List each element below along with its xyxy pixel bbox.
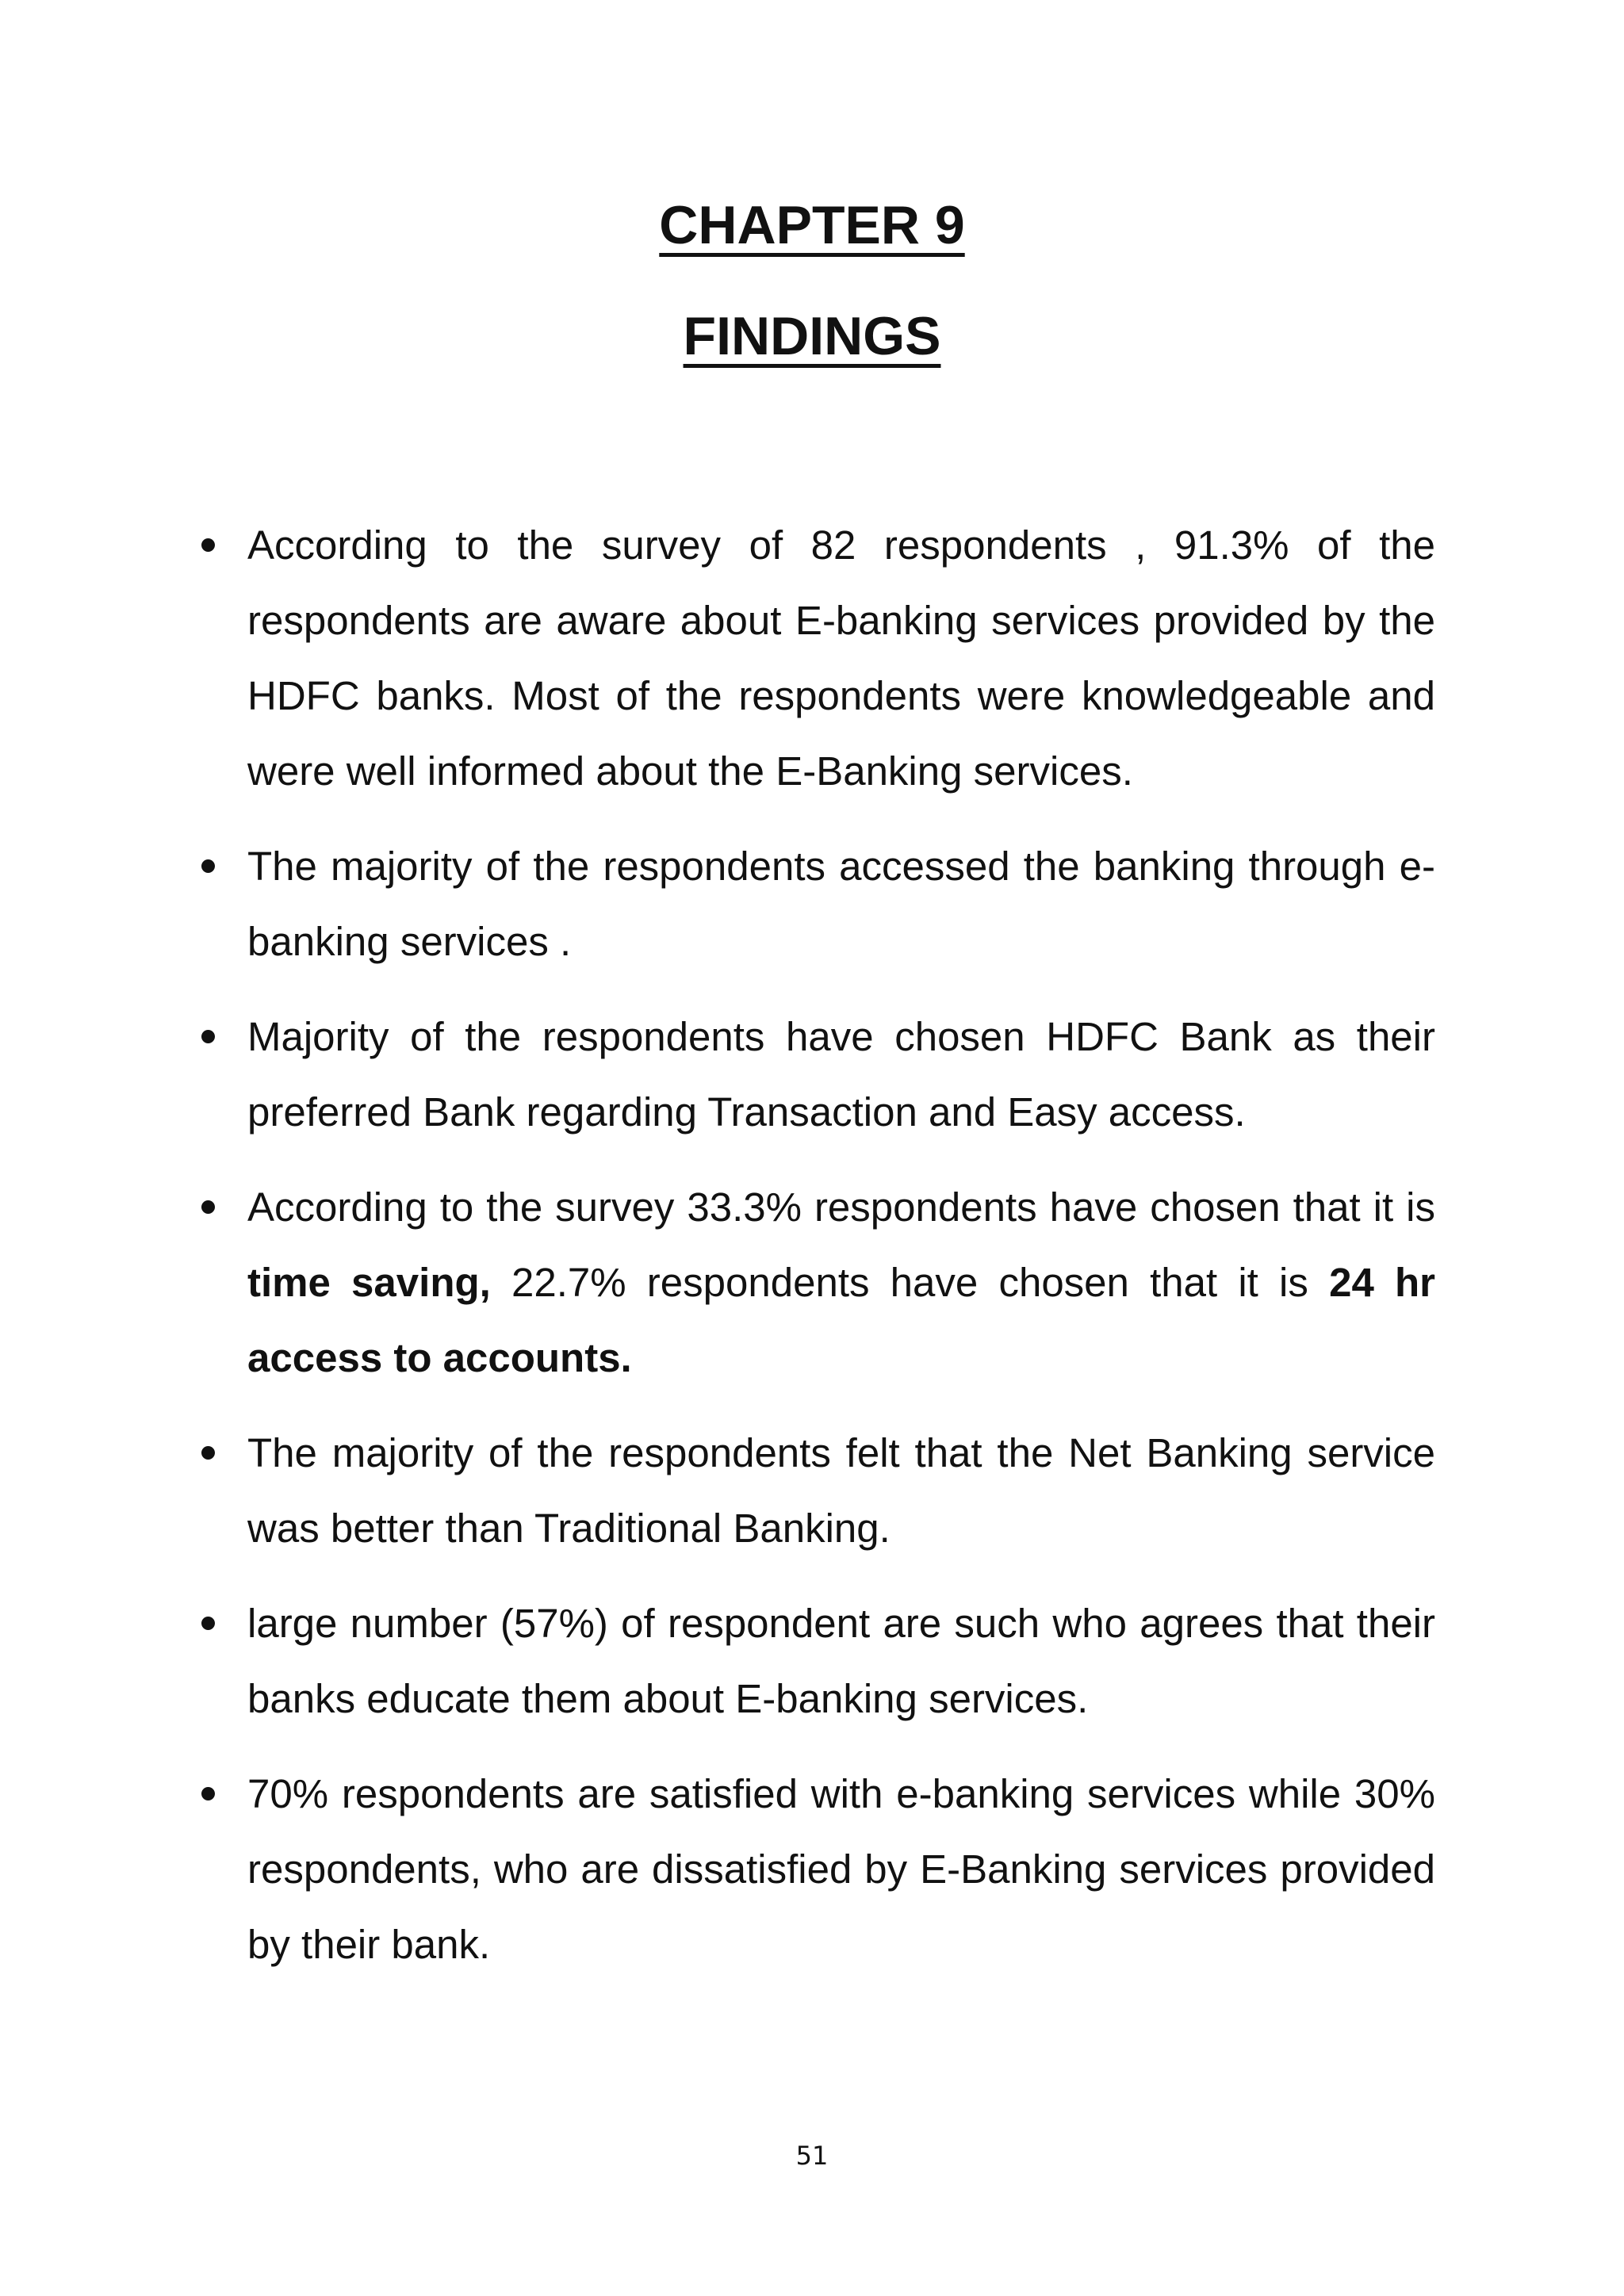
- finding-text: 22.7% respondents have chosen that it is: [490, 1260, 1330, 1305]
- finding-item: [198, 1756, 1435, 1982]
- bullet-icon: [201, 1617, 215, 1630]
- finding-text: The majority of the respondents accessed the banking through e-banking services .: [247, 844, 1435, 964]
- finding-bold-text: 24 hr access to accounts.: [247, 1260, 1435, 1380]
- finding-item: [198, 828, 1435, 979]
- finding-item: [198, 1169, 1435, 1395]
- bullet-icon: [201, 1200, 215, 1214]
- section-title-text: FINDINGS: [683, 306, 941, 366]
- bullet-icon: [201, 1030, 215, 1043]
- finding-item: [198, 507, 1435, 809]
- finding-text: According to the survey 33.3% respondents have chosen that it is: [247, 1184, 1435, 1230]
- finding-bold-text: time saving,: [247, 1260, 491, 1305]
- bullet-icon: [201, 538, 215, 552]
- finding-item: [198, 999, 1435, 1150]
- finding-text: The majority of the respondents felt that the Net Banking service was better than Traditional Banking.: [247, 1430, 1435, 1551]
- chapter-title-text: CHAPTER 9: [659, 195, 965, 255]
- findings-list: [198, 507, 1435, 1982]
- finding-text: Majority of the respondents have chosen HDFC Bank as their preferred Bank regarding Transaction and Easy access.: [247, 1014, 1435, 1135]
- finding-text: large number (57%) of respondent are such who agrees that their banks educate them about E-banking services.: [247, 1601, 1435, 1721]
- finding-item: [198, 1586, 1435, 1736]
- finding-text: 70% respondents are satisfied with e-banking services while 30% respondents, who are dissatisfied by E-Banking services provided by their bank.: [247, 1771, 1435, 1967]
- bullet-icon: [201, 1787, 215, 1800]
- bullet-icon: [201, 1446, 215, 1460]
- finding-text: According to the survey of 82 respondents , 91.3% of the respondents are aware about E-banking services provided by the HDFC banks. Most of the respondents were knowledgeable and were well informed about the E-Banking services.: [247, 522, 1435, 794]
- section-title: [0, 306, 1624, 366]
- chapter-title: [0, 195, 1624, 255]
- page-number: 51: [795, 2141, 829, 2171]
- finding-item: [198, 1415, 1435, 1566]
- bullet-icon: [201, 859, 215, 873]
